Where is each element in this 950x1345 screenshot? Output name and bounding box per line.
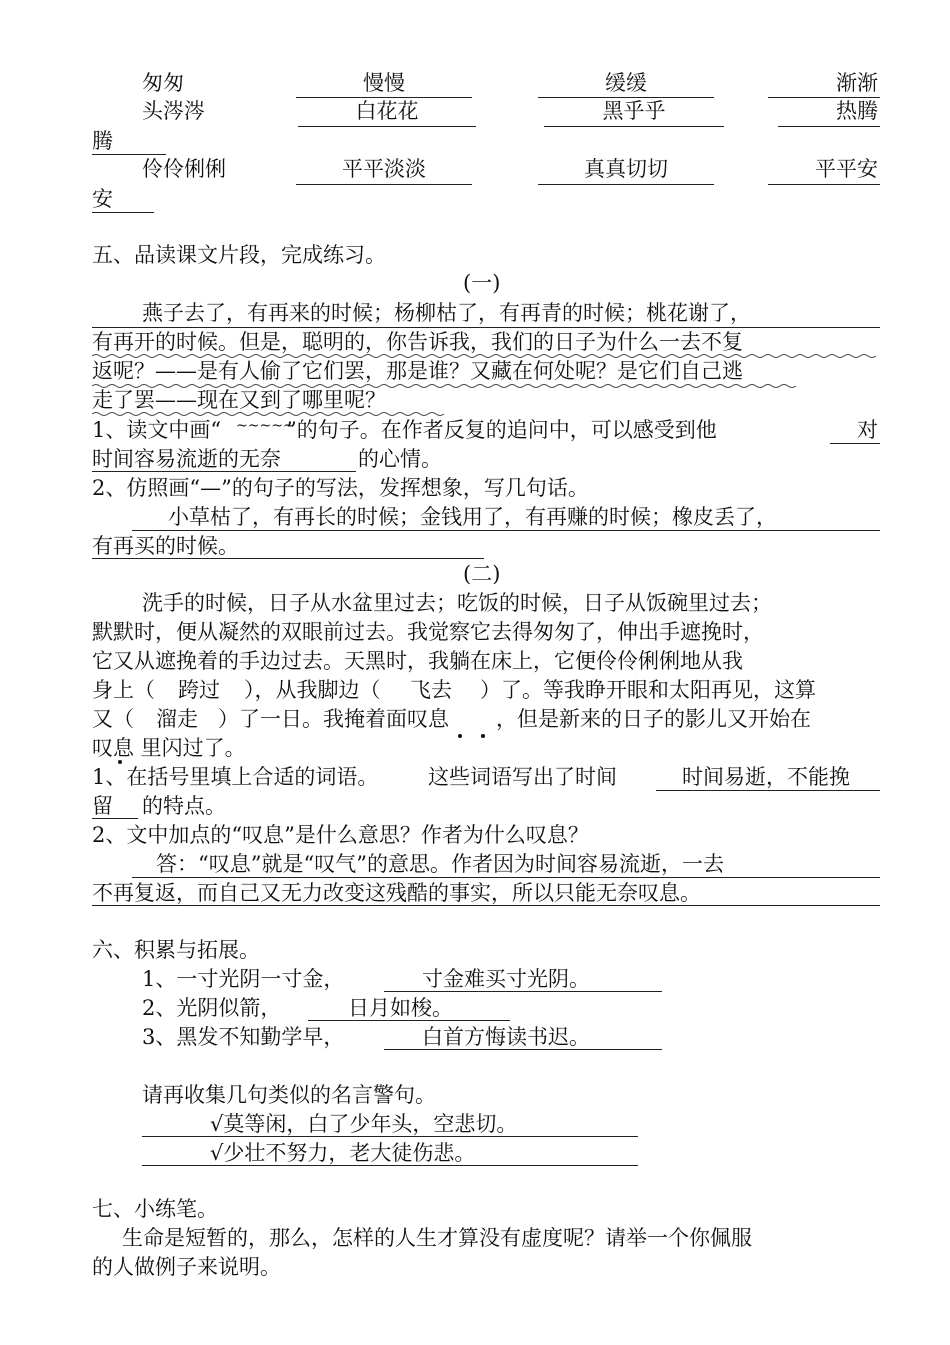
passage1-line1: 燕子去了，有再来的时候；杨柳枯了，有再青的时候；桃花谢了， [142,301,751,325]
answer-line [656,790,880,791]
part2-q1-answer-2: 留 [92,794,113,818]
part2-title: (二) [463,562,501,586]
passage2-line4-c: ）了。等我睁开眼和太阳再见，这算 [480,678,816,702]
passage2-line5-c: ，但是新来的日子的影儿又开始在 [496,707,811,731]
blank-line [92,154,166,155]
passage2-line1: 洗手的时候，日子从水盆里过去；吃饭的时候，日子从饭碗里过去； [142,591,772,615]
answer-line [308,1020,510,1021]
answer-line [92,818,138,819]
passage2-line3: 它又从遮挽着的手边过去。天黑时，我躺在床上，它便伶伶俐俐地从我 [92,649,743,673]
part1-q2-answer-1: 小草枯了，有再长的时候；金钱用了，有再赚的时候；橡皮丢了， [168,505,777,529]
word-1-4: 渐渐 [836,71,878,95]
part2-q1-end: 的特点。 [142,794,226,818]
passage1-line3: 返呢？——是有人偷了它们罢，那是谁？又藏在何处呢？是它们自己逃 [92,359,743,383]
blank-line [296,184,472,185]
word-3-3: 真真切切 [584,157,668,181]
answer-line [142,1165,638,1166]
idiom-2-question: 2、光阴似箭， [142,996,282,1020]
part2-q1-answer: 时间易逝，不能挽 [682,765,850,789]
word-3-2: 平平淡淡 [342,157,426,181]
word-1-1: 匆匆 [142,71,184,95]
blank-line [544,126,724,127]
collect-prompt: 请再收集几句类似的名言警句。 [142,1083,436,1107]
collected-saying-2: √少壮不努力，老大徒伤悲。 [210,1141,476,1165]
idiom-3-answer: 白首方悔读书迟。 [422,1025,590,1049]
answer-line [92,471,356,472]
answer-line [830,443,880,444]
passage1-line2: 有再开的时候。但是，聪明的，你告诉我，我们的日子为什么一去不复 [92,330,743,354]
idiom-1-answer: 寸金难买寸光阴。 [422,967,590,991]
part2-q2-answer-2: 不再复返，而自己又无力改变这残酷的事实，所以只能无奈叹息。 [92,881,701,905]
idiom-3-question: 3、黑发不知勤学早， [142,1025,345,1049]
word-2-4-wrap: 腾 [92,129,113,153]
blank-line [778,126,880,127]
word-3-4: 平平安 [815,157,878,181]
blank-line [538,184,714,185]
idiom-1-question: 1、一寸光阴一寸金， [142,967,345,991]
part1-q1-end: 的心情。 [358,447,442,471]
underline [92,327,880,328]
emphasis-dot [481,734,485,738]
word-1-2: 慢慢 [363,71,405,95]
word-2-4: 热腾 [836,99,878,123]
section7-prompt-2: 的人做例子来说明。 [92,1255,281,1279]
emphasis-dot [458,734,462,738]
part1-q2-answer-2: 有再买的时候。 [92,534,239,558]
part2-q1: 1、在括号里填上合适的词语。 [92,765,379,789]
part2-q1-mid: 这些词语写出了时间 [428,765,617,789]
passage2-line5-b: ）了一日。我掩着面叹息 [218,707,449,731]
answer-line [92,905,880,906]
passage1-line4: 走了罢——现在又到了哪里呢？ [92,388,386,412]
blank-answer-3: 溜走 [156,707,198,731]
blank-answer-1: 跨过 [178,678,220,702]
passage2-line5-a: 又（ [92,707,134,731]
answer-line [384,991,662,992]
part1-q2: 2、仿照画“—”的句子的写法，发挥想象，写几句话。 [92,476,589,500]
passage2-line4-b: ），从我脚边（ [244,678,381,702]
blank-answer-2: 飞去 [410,678,452,702]
part1-q1-answer: 对 [857,418,878,442]
part1-title: (一) [463,271,501,295]
blank-line [768,184,880,185]
part1-q1-mid: ”的句子。在作者反复的追问中，可以感受到他 [286,418,717,442]
answer-line [92,558,484,559]
part1-q1-start: 1、读文中画“ [92,418,222,442]
blank-line [298,126,476,127]
part2-q2-answer-1: 答：“叹息”就是“叹气”的意思。作者因为时间容易流逝，一去 [156,852,724,876]
word-2-1: 头涔涔 [142,99,205,123]
wavy-mark: ~~~~~ [236,418,295,434]
passage2-line4-a: 身上（ [92,678,155,702]
section6-heading: 六、积累与拓展。 [92,938,260,962]
word-3-4-wrap: 安 [92,187,113,211]
word-2-3: 黑乎乎 [602,99,666,123]
idiom-2-answer: 日月如梭。 [348,996,453,1020]
section7-prompt-1: 生命是短暂的，那么，怎样的人生才算没有虚度呢？请举一个你佩服 [122,1226,752,1250]
part2-q2: 2、文中加点的“叹息”是什么意思？作者为什么叹息？ [92,823,589,847]
answer-line [142,1136,638,1137]
passage2-line2: 默默时，便从凝然的双眼前过去。我觉察它去得匆匆了，伸出手遮挽时， [92,620,764,644]
part1-q1-answer-2: 时间容易流逝的无奈 [92,447,281,471]
word-2-2: 白花花 [355,99,419,123]
passage2-line6: 叹息 里闪过了。 [92,736,246,760]
word-1-3: 缓缓 [605,71,647,95]
word-3-1: 伶伶俐俐 [142,157,226,181]
answer-line [132,877,880,878]
answer-line [132,530,880,531]
blank-line [92,212,154,213]
section7-heading: 七、小练笔。 [92,1197,218,1221]
collected-saying-1: √莫等闲，白了少年头，空悲切。 [210,1112,518,1136]
answer-line [384,1049,662,1050]
section5-heading: 五、品读课文片段，完成练习。 [92,243,386,267]
